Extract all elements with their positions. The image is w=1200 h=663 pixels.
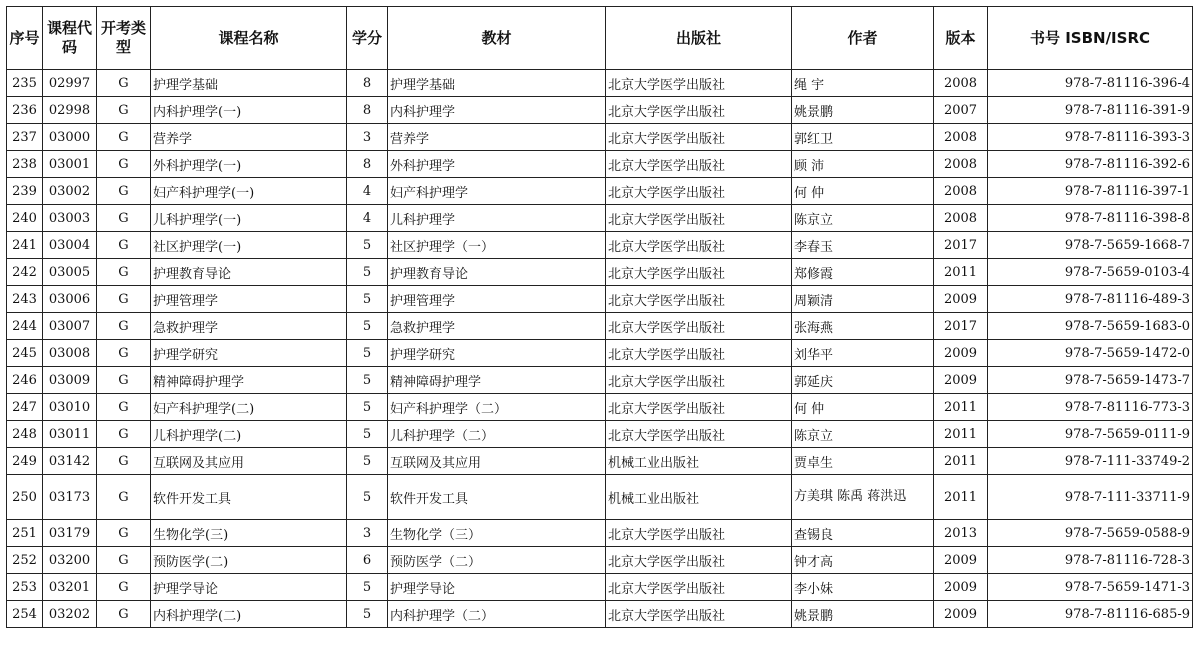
header-course-code: 课程代码 <box>43 7 97 70</box>
header-exam-type: 开考类型 <box>97 7 151 70</box>
cell-serial-number: 238 <box>7 151 43 178</box>
cell-author: 姚景鹏 <box>792 601 934 628</box>
cell-isbn: 978-7-5659-1471-3 <box>988 574 1193 601</box>
cell-author: 姚景鹏 <box>792 97 934 124</box>
cell-exam-type: G <box>97 205 151 232</box>
cell-isbn: 978-7-5659-0111-9 <box>988 421 1193 448</box>
header-isbn: 书号 ISBN/ISRC <box>988 7 1193 70</box>
cell-isbn: 978-7-81116-397-1 <box>988 178 1193 205</box>
cell-textbook: 护理教育导论 <box>388 259 606 286</box>
cell-publisher: 北京大学医学出版社 <box>606 232 792 259</box>
cell-publisher: 北京大学医学出版社 <box>606 70 792 97</box>
cell-course-name: 外科护理学(一) <box>151 151 347 178</box>
cell-credits: 8 <box>347 70 388 97</box>
cell-publisher: 北京大学医学出版社 <box>606 421 792 448</box>
cell-publisher: 机械工业出版社 <box>606 475 792 520</box>
cell-serial-number: 243 <box>7 286 43 313</box>
header-textbook: 教材 <box>388 7 606 70</box>
cell-course-code: 03003 <box>43 205 97 232</box>
table-row <box>7 124 1193 151</box>
cell-course-code: 02998 <box>43 97 97 124</box>
cell-isbn: 978-7-5659-1683-0 <box>988 313 1193 340</box>
cell-exam-type: G <box>97 232 151 259</box>
cell-course-name: 互联网及其应用 <box>151 448 347 475</box>
header-edition: 版本 <box>934 7 988 70</box>
header-credits: 学分 <box>347 7 388 70</box>
table-row <box>7 601 1193 628</box>
cell-isbn: 978-7-81116-393-3 <box>988 124 1193 151</box>
cell-serial-number: 240 <box>7 205 43 232</box>
cell-course-name: 内科护理学(二) <box>151 601 347 628</box>
table-row <box>7 448 1193 475</box>
cell-exam-type: G <box>97 574 151 601</box>
cell-course-name: 社区护理学(一) <box>151 232 347 259</box>
cell-publisher: 北京大学医学出版社 <box>606 520 792 547</box>
table-row <box>7 574 1193 601</box>
cell-serial-number: 251 <box>7 520 43 547</box>
table-row <box>7 547 1193 574</box>
table-row <box>7 151 1193 178</box>
cell-course-code: 03173 <box>43 475 97 520</box>
cell-textbook: 预防医学（二） <box>388 547 606 574</box>
cell-credits: 8 <box>347 151 388 178</box>
cell-edition: 2008 <box>934 151 988 178</box>
cell-course-code: 03001 <box>43 151 97 178</box>
cell-isbn: 978-7-81116-685-9 <box>988 601 1193 628</box>
cell-author: 张海燕 <box>792 313 934 340</box>
cell-edition: 2009 <box>934 340 988 367</box>
cell-exam-type: G <box>97 340 151 367</box>
cell-publisher: 北京大学医学出版社 <box>606 178 792 205</box>
cell-course-code: 03202 <box>43 601 97 628</box>
cell-textbook: 社区护理学（一） <box>388 232 606 259</box>
cell-author: 周颖清 <box>792 286 934 313</box>
cell-course-code: 03002 <box>43 178 97 205</box>
cell-isbn: 978-7-5659-0588-9 <box>988 520 1193 547</box>
table-row <box>7 97 1193 124</box>
cell-course-code: 03142 <box>43 448 97 475</box>
cell-course-name: 护理学研究 <box>151 340 347 367</box>
cell-isbn: 978-7-111-33711-9 <box>988 475 1193 520</box>
cell-publisher: 北京大学医学出版社 <box>606 205 792 232</box>
cell-edition: 2009 <box>934 367 988 394</box>
cell-publisher: 北京大学医学出版社 <box>606 124 792 151</box>
cell-publisher: 北京大学医学出版社 <box>606 313 792 340</box>
cell-course-name: 软件开发工具 <box>151 475 347 520</box>
cell-edition: 2011 <box>934 394 988 421</box>
cell-publisher: 北京大学医学出版社 <box>606 394 792 421</box>
cell-course-code: 03000 <box>43 124 97 151</box>
cell-edition: 2011 <box>934 421 988 448</box>
cell-publisher: 北京大学医学出版社 <box>606 97 792 124</box>
cell-textbook: 营养学 <box>388 124 606 151</box>
cell-isbn: 978-7-81116-392-6 <box>988 151 1193 178</box>
cell-course-code: 03008 <box>43 340 97 367</box>
cell-credits: 8 <box>347 97 388 124</box>
cell-serial-number: 242 <box>7 259 43 286</box>
cell-textbook: 护理学导论 <box>388 574 606 601</box>
cell-publisher: 机械工业出版社 <box>606 448 792 475</box>
cell-isbn: 978-7-81116-391-9 <box>988 97 1193 124</box>
table-row <box>7 475 1193 520</box>
cell-credits: 5 <box>347 574 388 601</box>
cell-edition: 2009 <box>934 547 988 574</box>
cell-author: 刘华平 <box>792 340 934 367</box>
cell-serial-number: 252 <box>7 547 43 574</box>
cell-serial-number: 236 <box>7 97 43 124</box>
cell-textbook: 急救护理学 <box>388 313 606 340</box>
cell-edition: 2011 <box>934 475 988 520</box>
cell-publisher: 北京大学医学出版社 <box>606 574 792 601</box>
cell-exam-type: G <box>97 124 151 151</box>
cell-course-code: 03009 <box>43 367 97 394</box>
cell-author: 陈京立 <box>792 421 934 448</box>
cell-author: 查锡良 <box>792 520 934 547</box>
cell-edition: 2011 <box>934 448 988 475</box>
cell-exam-type: G <box>97 520 151 547</box>
cell-edition: 2009 <box>934 601 988 628</box>
cell-credits: 5 <box>347 232 388 259</box>
cell-serial-number: 249 <box>7 448 43 475</box>
cell-course-name: 护理学导论 <box>151 574 347 601</box>
cell-isbn: 978-7-81116-773-3 <box>988 394 1193 421</box>
cell-textbook: 妇产科护理学（二） <box>388 394 606 421</box>
cell-author: 贾卓生 <box>792 448 934 475</box>
cell-course-name: 预防医学(二) <box>151 547 347 574</box>
cell-edition: 2007 <box>934 97 988 124</box>
table-row <box>7 421 1193 448</box>
cell-serial-number: 245 <box>7 340 43 367</box>
table-row <box>7 520 1193 547</box>
cell-course-name: 儿科护理学(二) <box>151 421 347 448</box>
table-header <box>7 7 1193 70</box>
cell-edition: 2008 <box>934 124 988 151</box>
cell-isbn: 978-7-5659-1668-7 <box>988 232 1193 259</box>
cell-edition: 2008 <box>934 205 988 232</box>
cell-exam-type: G <box>97 286 151 313</box>
cell-serial-number: 237 <box>7 124 43 151</box>
header-row <box>7 7 1193 70</box>
cell-course-code: 03200 <box>43 547 97 574</box>
cell-credits: 4 <box>347 205 388 232</box>
header-author: 作者 <box>792 7 934 70</box>
cell-textbook: 生物化学（三） <box>388 520 606 547</box>
cell-course-code: 03007 <box>43 313 97 340</box>
cell-credits: 4 <box>347 178 388 205</box>
table-row <box>7 394 1193 421</box>
table-row <box>7 340 1193 367</box>
cell-author: 何 仲 <box>792 394 934 421</box>
cell-course-name: 护理管理学 <box>151 286 347 313</box>
cell-textbook: 外科护理学 <box>388 151 606 178</box>
cell-isbn: 978-7-81116-489-3 <box>988 286 1193 313</box>
cell-exam-type: G <box>97 448 151 475</box>
cell-isbn: 978-7-5659-1472-0 <box>988 340 1193 367</box>
cell-textbook: 软件开发工具 <box>388 475 606 520</box>
header-course-name: 课程名称 <box>151 7 347 70</box>
cell-edition: 2017 <box>934 313 988 340</box>
cell-isbn: 978-7-111-33749-2 <box>988 448 1193 475</box>
cell-edition: 2013 <box>934 520 988 547</box>
cell-author: 陈京立 <box>792 205 934 232</box>
cell-exam-type: G <box>97 475 151 520</box>
cell-course-name: 精神障碍护理学 <box>151 367 347 394</box>
cell-textbook: 儿科护理学（二） <box>388 421 606 448</box>
cell-credits: 5 <box>347 340 388 367</box>
cell-exam-type: G <box>97 70 151 97</box>
cell-textbook: 内科护理学（二） <box>388 601 606 628</box>
cell-course-code: 03010 <box>43 394 97 421</box>
cell-credits: 5 <box>347 394 388 421</box>
cell-credits: 5 <box>347 259 388 286</box>
cell-course-code: 03006 <box>43 286 97 313</box>
cell-edition: 2008 <box>934 178 988 205</box>
cell-author: 郑修霞 <box>792 259 934 286</box>
cell-credits: 5 <box>347 421 388 448</box>
cell-edition: 2009 <box>934 574 988 601</box>
cell-course-name: 内科护理学(一) <box>151 97 347 124</box>
cell-credits: 5 <box>347 601 388 628</box>
cell-isbn: 978-7-5659-0103-4 <box>988 259 1193 286</box>
cell-isbn: 978-7-81116-398-8 <box>988 205 1193 232</box>
table-row <box>7 178 1193 205</box>
cell-credits: 5 <box>347 313 388 340</box>
cell-credits: 5 <box>347 448 388 475</box>
table-row <box>7 70 1193 97</box>
cell-exam-type: G <box>97 601 151 628</box>
cell-publisher: 北京大学医学出版社 <box>606 151 792 178</box>
cell-course-name: 儿科护理学(一) <box>151 205 347 232</box>
cell-exam-type: G <box>97 547 151 574</box>
cell-course-name: 急救护理学 <box>151 313 347 340</box>
cell-course-code: 03179 <box>43 520 97 547</box>
table-row <box>7 232 1193 259</box>
cell-serial-number: 239 <box>7 178 43 205</box>
cell-textbook: 内科护理学 <box>388 97 606 124</box>
cell-isbn: 978-7-81116-396-4 <box>988 70 1193 97</box>
cell-author: 李小妹 <box>792 574 934 601</box>
cell-author: 郭红卫 <box>792 124 934 151</box>
cell-publisher: 北京大学医学出版社 <box>606 367 792 394</box>
cell-exam-type: G <box>97 259 151 286</box>
cell-textbook: 精神障碍护理学 <box>388 367 606 394</box>
cell-credits: 3 <box>347 124 388 151</box>
cell-publisher: 北京大学医学出版社 <box>606 547 792 574</box>
cell-author: 方美琪 陈禹 蒋洪迅 <box>792 475 934 520</box>
cell-exam-type: G <box>97 313 151 340</box>
cell-exam-type: G <box>97 97 151 124</box>
cell-edition: 2008 <box>934 70 988 97</box>
cell-publisher: 北京大学医学出版社 <box>606 340 792 367</box>
table-body <box>7 70 1193 628</box>
cell-author: 绳 宇 <box>792 70 934 97</box>
cell-textbook: 互联网及其应用 <box>388 448 606 475</box>
cell-course-code: 03201 <box>43 574 97 601</box>
cell-course-name: 营养学 <box>151 124 347 151</box>
header-publisher: 出版社 <box>606 7 792 70</box>
cell-course-code: 03005 <box>43 259 97 286</box>
header-serial-number: 序号 <box>7 7 43 70</box>
cell-course-name: 护理教育导论 <box>151 259 347 286</box>
cell-publisher: 北京大学医学出版社 <box>606 286 792 313</box>
cell-author: 钟才高 <box>792 547 934 574</box>
cell-serial-number: 253 <box>7 574 43 601</box>
cell-isbn: 978-7-81116-728-3 <box>988 547 1193 574</box>
cell-publisher: 北京大学医学出版社 <box>606 601 792 628</box>
cell-serial-number: 246 <box>7 367 43 394</box>
cell-course-name: 护理学基础 <box>151 70 347 97</box>
cell-edition: 2017 <box>934 232 988 259</box>
cell-publisher: 北京大学医学出版社 <box>606 259 792 286</box>
cell-exam-type: G <box>97 394 151 421</box>
cell-exam-type: G <box>97 367 151 394</box>
cell-textbook: 护理学研究 <box>388 340 606 367</box>
cell-exam-type: G <box>97 421 151 448</box>
table-row <box>7 286 1193 313</box>
course-textbook-table <box>6 6 1193 628</box>
cell-serial-number: 254 <box>7 601 43 628</box>
cell-course-name: 生物化学(三) <box>151 520 347 547</box>
cell-course-name: 妇产科护理学(二) <box>151 394 347 421</box>
cell-edition: 2009 <box>934 286 988 313</box>
cell-serial-number: 241 <box>7 232 43 259</box>
table-row <box>7 205 1193 232</box>
cell-author: 顾 沛 <box>792 151 934 178</box>
cell-author: 郭延庆 <box>792 367 934 394</box>
table-row <box>7 313 1193 340</box>
cell-serial-number: 250 <box>7 475 43 520</box>
cell-edition: 2011 <box>934 259 988 286</box>
cell-textbook: 妇产科护理学 <box>388 178 606 205</box>
cell-course-code: 02997 <box>43 70 97 97</box>
cell-credits: 5 <box>347 367 388 394</box>
cell-credits: 3 <box>347 520 388 547</box>
table-row <box>7 259 1193 286</box>
cell-course-code: 03004 <box>43 232 97 259</box>
cell-textbook: 儿科护理学 <box>388 205 606 232</box>
cell-textbook: 护理管理学 <box>388 286 606 313</box>
cell-exam-type: G <box>97 178 151 205</box>
cell-course-code: 03011 <box>43 421 97 448</box>
cell-credits: 5 <box>347 475 388 520</box>
cell-course-name: 妇产科护理学(一) <box>151 178 347 205</box>
cell-textbook: 护理学基础 <box>388 70 606 97</box>
cell-serial-number: 247 <box>7 394 43 421</box>
cell-serial-number: 235 <box>7 70 43 97</box>
cell-credits: 5 <box>347 286 388 313</box>
cell-serial-number: 248 <box>7 421 43 448</box>
cell-exam-type: G <box>97 151 151 178</box>
table-row <box>7 367 1193 394</box>
cell-serial-number: 244 <box>7 313 43 340</box>
cell-credits: 6 <box>347 547 388 574</box>
cell-author: 何 仲 <box>792 178 934 205</box>
cell-isbn: 978-7-5659-1473-7 <box>988 367 1193 394</box>
cell-author: 李春玉 <box>792 232 934 259</box>
